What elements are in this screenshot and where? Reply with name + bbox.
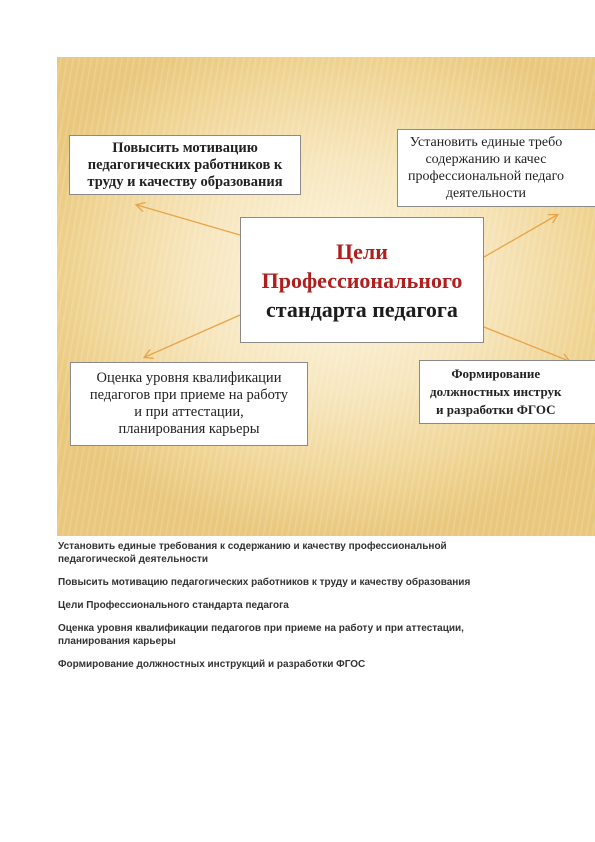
requirements-line-1: Установить единые требо — [409, 135, 563, 150]
center-title-line-3: стандарта педагога — [266, 296, 458, 322]
caption-requirements: Установить единые требования к содержанию и качеству профессиональной педагогической деятельности — [58, 541, 447, 565]
goal-box-motivation — [69, 135, 301, 195]
caption-list — [58, 540, 518, 681]
requirements-line-4: деятельности — [445, 186, 527, 201]
caption-instructions: Формирование должностных инструкций и разработки ФГОС — [58, 659, 366, 670]
assessment-line-4: планирования карьеры — [118, 421, 260, 437]
motivation-line-3: труду и качеству образования — [87, 173, 283, 190]
caption-assessment: Оценка уровня квалификации педагогов при приеме на работу и при аттестации, планирования карьеры — [58, 623, 464, 647]
center-title-line-2: Профессионального — [261, 267, 463, 293]
goal-box-instructions — [419, 360, 595, 424]
requirements-line-3: профессиональной педаго — [408, 169, 564, 184]
instructions-line-2: должностных инструк — [430, 384, 562, 399]
center-title-line-1: Цели — [336, 238, 388, 264]
arrow-to-assessment — [145, 315, 240, 357]
assessment-line-2: педагогов при приеме на работу — [89, 387, 289, 403]
caption-motivation: Повысить мотивацию педагогических работников к труду и качеству образования — [58, 577, 471, 588]
goal-box-requirements — [397, 129, 595, 207]
instructions-line-3: и разработки ФГОС — [436, 402, 556, 417]
assessment-line-3: и при аттестации, — [134, 404, 244, 420]
arrow-to-instructions — [484, 327, 569, 361]
arrow-to-motivation — [137, 205, 240, 235]
motivation-line-1: Повысить мотивацию — [112, 139, 258, 156]
caption-center: Цели Профессионального стандарта педагога — [58, 600, 289, 611]
diagram-slide — [57, 57, 595, 536]
requirements-line-2: содержанию и качес — [425, 152, 547, 167]
goal-box-assessment — [70, 362, 308, 446]
assessment-line-1: Оценка уровня квалификации — [96, 370, 282, 386]
instructions-line-1: Формирование — [451, 366, 541, 381]
center-title-box — [240, 217, 484, 343]
motivation-line-2: педагогических работников к — [87, 156, 283, 173]
arrow-to-requirements — [484, 215, 557, 257]
